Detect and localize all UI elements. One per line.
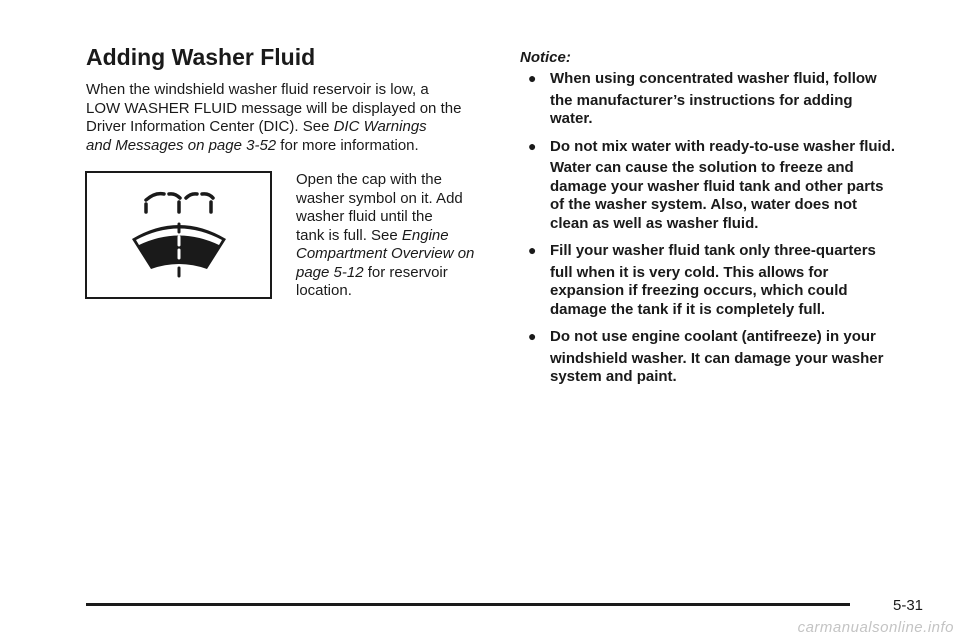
side-line: washer symbol on it. Add: [296, 189, 463, 207]
notice-bullet: [528, 70, 948, 129]
bullet-line: damage the tank if it is completely full.: [550, 300, 826, 318]
washer-symbol-box: [85, 171, 272, 299]
watermark: carmanualsonline.info: [797, 619, 954, 636]
notice-bullet: [528, 242, 948, 319]
intro-line: LOW WASHER FLUID message will be displayed on the: [86, 99, 462, 117]
spray-arc-left-inner: [169, 194, 180, 198]
side-line: washer fluid until the: [296, 208, 433, 225]
bullet-line: the manufacturer’s instructions for adding: [550, 91, 853, 109]
notice-label: Notice:: [520, 49, 571, 66]
intro-text: for more information.: [276, 136, 419, 154]
side-line: [296, 264, 496, 283]
side-line: Open the cap with the: [296, 171, 442, 188]
side-text: for reservoir: [363, 263, 448, 281]
side-line: [296, 245, 496, 264]
intro-line: [86, 118, 496, 137]
bullet-dot-icon: ●: [528, 137, 537, 154]
engine-compartment-reference: Compartment Overview on: [296, 245, 475, 262]
bullet-line: Do not mix water with ready-to-use washer fluid.: [550, 137, 896, 155]
intro-text: Driver Information Center (DIC). See: [86, 118, 334, 135]
notice-bullet: [528, 328, 948, 387]
bullet-line: When using concentrated washer fluid, follow: [550, 70, 877, 87]
bullet-line: of the washer system. Also, water does not: [550, 196, 858, 213]
bullet-line: Fill your washer fluid tank only three-quarters: [550, 242, 876, 259]
bullet-dot-icon: ●: [528, 242, 537, 258]
engine-compartment-reference: page 5-12: [296, 263, 364, 281]
bullet-dot-icon: ●: [528, 70, 537, 86]
notice-bullet: [528, 138, 948, 234]
engine-compartment-reference: Engine: [401, 226, 449, 244]
bullet-line: system and paint.: [550, 368, 677, 385]
bullet-line: Water can cause the solution to freeze and: [550, 159, 854, 176]
intro-line: [86, 137, 496, 156]
notice-bullet-list: [528, 70, 948, 396]
spray-arc-right: [202, 194, 213, 198]
bullet-line: full when it is very cold. This allows for: [550, 263, 829, 281]
intro-line: When the windshield washer fluid reservoir is low, a: [86, 81, 429, 98]
bullet-line: windshield washer. It can damage your washer: [550, 349, 884, 367]
footer-rule: [86, 603, 850, 606]
side-line: location.: [296, 282, 352, 299]
bullet-line: water.: [550, 110, 593, 127]
spray-arc-right-inner: [186, 194, 197, 198]
dic-warnings-reference: and Messages on page 3-52: [86, 136, 277, 154]
windshield-washer-icon: [87, 173, 270, 297]
section-title: Adding Washer Fluid: [86, 44, 316, 70]
side-text: tank is full. See: [296, 226, 402, 244]
bullet-line: Do not use engine coolant (antifreeze) in your: [550, 328, 876, 345]
bullet-line: expansion if freezing occurs, which could: [550, 282, 848, 299]
bullet-line: damage your washer fluid tank and other parts: [550, 177, 884, 195]
side-paragraph: [296, 171, 496, 301]
page-number: 5-31: [893, 597, 924, 614]
bullet-dot-icon: ●: [528, 328, 537, 344]
side-line: [296, 227, 496, 246]
bullet-line: clean as well as washer fluid.: [550, 214, 759, 232]
intro-paragraph: [86, 81, 496, 155]
spray-arc-left: [146, 194, 164, 200]
dic-warnings-reference: DIC Warnings: [333, 118, 427, 135]
